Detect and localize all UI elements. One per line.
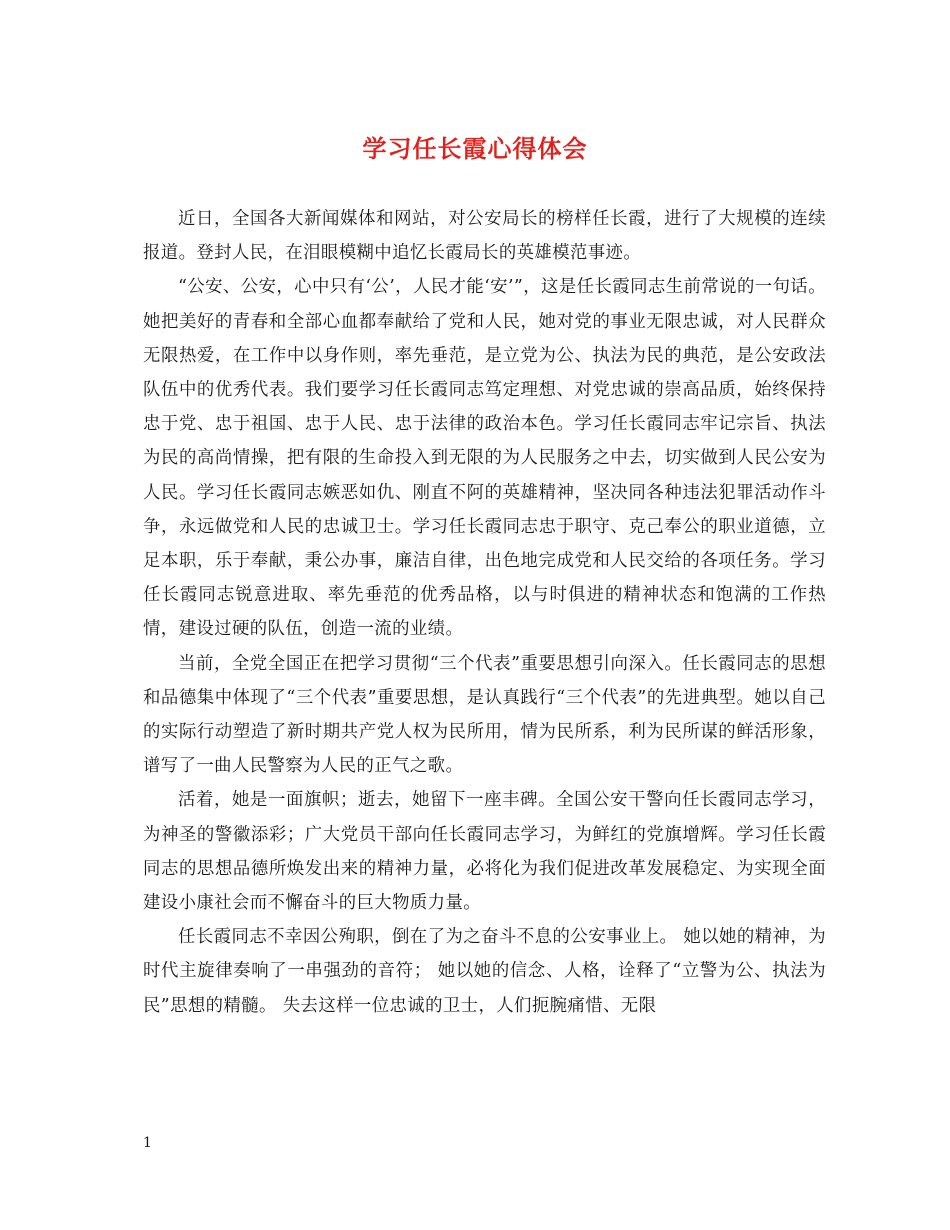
page-number: 1 bbox=[143, 1135, 152, 1151]
paragraph-1: 近日，全国各大新闻媒体和网站，对公安局长的榜样任长霞，进行了大规模的连续报道。登封人民，在泪眼模糊中追忆长霞局长的英雄模范事迹。 bbox=[143, 209, 826, 264]
paragraph-4: 活着，她是一面旗帜；逝去，她留下一座丰碑。全国公安干警向任长霞同志学习，为神圣的警徽添彩；广大党员干部向任长霞同志学习，为鲜红的党旗增辉。学习任长霞同志的思想品德所焕发出来的精神力量，必将化为我们促进改革发展稳定、为实现全面建设小康社会而不懈奋斗的巨大物质力量。 bbox=[143, 790, 826, 914]
paragraph-5: 任长霞同志不幸因公殉职，倒在了为之奋斗不息的公安事业上。 她以她的精神，为时代主旋律奏响了一串强劲的音符； 她以她的信念、人格，诠释了“立警为公、执法为民”思想的精髓。 失去这样一位忠诚的卫士，人们扼腕痛惜、无限 bbox=[143, 927, 826, 1016]
document-body bbox=[143, 202, 826, 1023]
paragraph-3: 当前，全党全国正在把学习贯彻“三个代表”重要思想引向深入。任长霞同志的思想和品德集中体现了“三个代表”重要思想，是认真践行“三个代表”的先进典型。她以自己的实际行动塑造了新时期共产党人权为民所用，情为民所系，利为民所谋的鲜活形象，谱写了一曲人民警察为人民的正气之歌。 bbox=[143, 653, 826, 777]
document-title: 学习任长霞心得体会 bbox=[362, 134, 588, 163]
paragraph-2: “公安、公安，心中只有‘公’，人民才能‘安’”，这是任长霞同志生前常说的一句话。她把美好的青春和全部心血都奉献给了党和人民，她对党的事业无限忠诚，对人民群众无限热爱，在工作中以身作则，率先垂范，是立党为公、执法为民的典范，是公安政法队伍中的优秀代表。我们要学习任长霞同志笃定理想、对党忠诚的崇高品质，始终保持忠于党、忠于祖国、忠于人民、忠于法律的政治本色。学习任长霞同志牢记宗旨、执法为民的高尚情操，把有限的生命投入到无限的为人民服务之中去，切实做到人民公安为人民。学习任长霞同志嫉恶如仇、刚直不阿的英雄精神，坚决同各种违法犯罪活动作斗争，永远做党和人民的忠诚卫士。学习任长霞同志忠于职守、克己奉公的职业道德，立足本职，乐于奉献，秉公办事，廉洁自律，出色地完成党和人民交给的各项任务。学习任长霞同志锐意进取、率先垂范的优秀品格，以与时俱进的精神状态和饱满的工作热情，建设过硬的队伍，创造一流的业绩。 bbox=[143, 277, 826, 640]
